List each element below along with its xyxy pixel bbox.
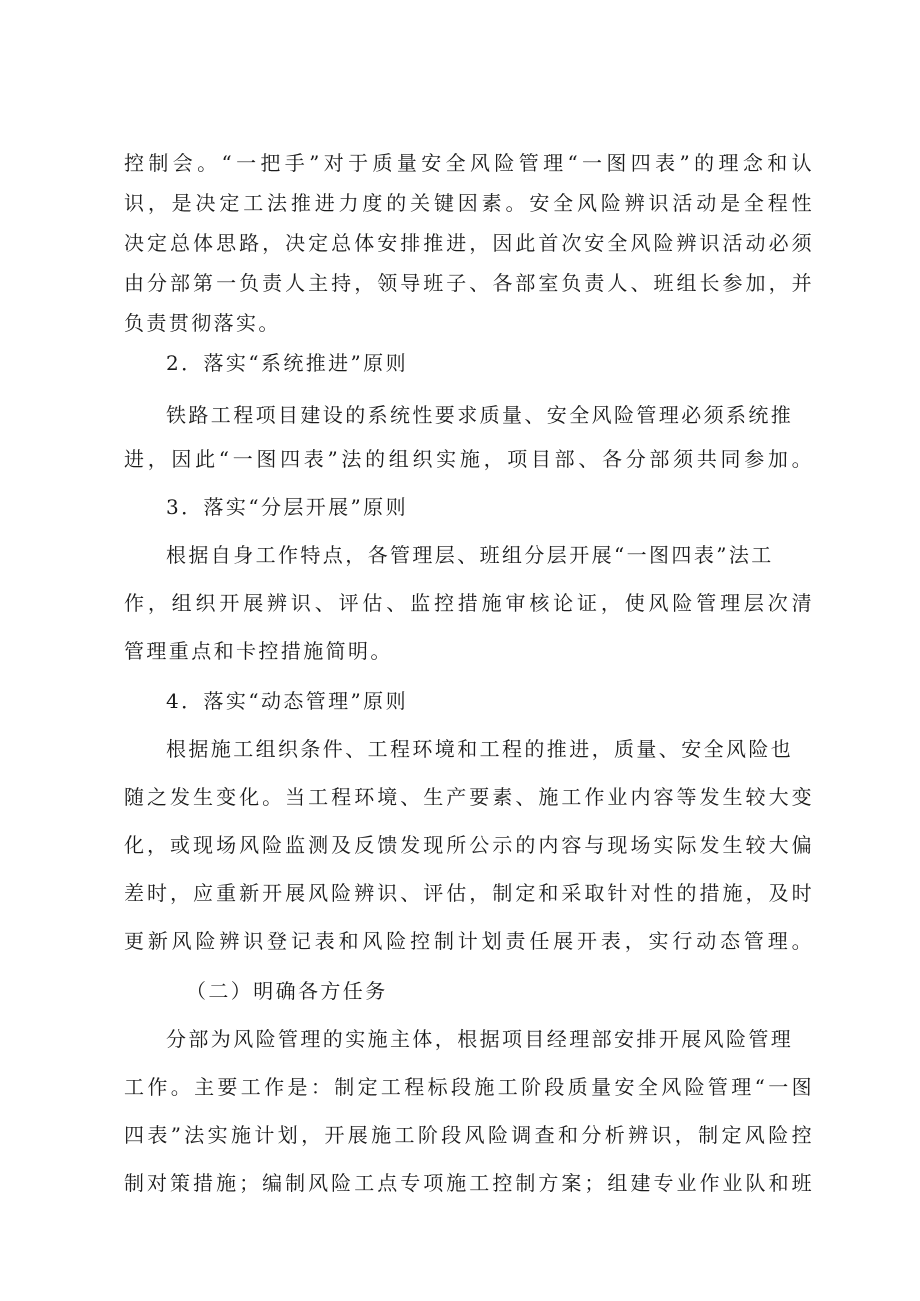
paragraph-line: 铁路工程项目建设的系统性要求质量、安全风险管理必须系统推 <box>166 403 794 427</box>
paragraph-line: 负责贯彻落实。 <box>124 311 281 335</box>
section-heading: 4．落实“动态管理”原则 <box>166 689 408 713</box>
paragraph-line: 工作。主要工作是：制定工程标段施工阶段质量安全风险管理“一图 <box>124 1075 814 1099</box>
paragraph-line: 识，是决定工法推进力度的关键因素。安全风险辨识活动是全程性 <box>124 191 814 215</box>
paragraph-line: 化，或现场风险监测及反馈发现所公示的内容与现场实际发生较大偏 <box>124 833 814 857</box>
paragraph-line: 由分部第一负责人主持，领导班子、各部室负责人、班组长参加，并 <box>124 271 814 295</box>
paragraph-line: 控制会。“一把手”对于质量安全风险管理“一图四表”的理念和认 <box>124 151 814 175</box>
paragraph-line: 管理重点和卡控措施简明。 <box>124 639 393 663</box>
paragraph-line: 根据施工组织条件、工程环境和工程的推进，质量、安全风险也 <box>166 737 794 761</box>
paragraph-line: 差时，应重新开展风险辨识、评估，制定和采取针对性的措施，及时 <box>124 881 814 905</box>
paragraph-line: 分部为风险管理的实施主体，根据项目经理部安排开展风险管理 <box>166 1027 794 1051</box>
section-heading: （二）明确各方任务 <box>186 979 388 1003</box>
paragraph-line: 随之发生变化。当工程环境、生产要素、施工作业内容等发生较大变 <box>124 785 814 809</box>
paragraph-line: 决定总体思路，决定总体安排推进，因此首次安全风险辨识活动必须 <box>124 231 814 255</box>
paragraph-line: 更新风险辨识登记表和风险控制计划责任展开表，实行动态管理。 <box>124 929 814 953</box>
paragraph-line: 四表”法实施计划，开展施工阶段风险调查和分析辨识，制定风险控 <box>124 1123 814 1147</box>
paragraph-line: 制对策措施；编制风险工点专项施工控制方案；组建专业作业队和班 <box>124 1171 814 1195</box>
paragraph-line: 作，组织开展辨识、评估、监控措施审核论证，使风险管理层次清 <box>124 591 814 615</box>
section-heading: 3．落实“分层开展”原则 <box>166 495 408 519</box>
section-heading: 2．落实“系统推进”原则 <box>166 351 408 375</box>
paragraph-line: 进，因此“一图四表”法的组织实施，项目部、各分部须共同参加。 <box>124 447 814 471</box>
paragraph-line: 根据自身工作特点，各管理层、班组分层开展“一图四表”法工 <box>166 543 774 567</box>
